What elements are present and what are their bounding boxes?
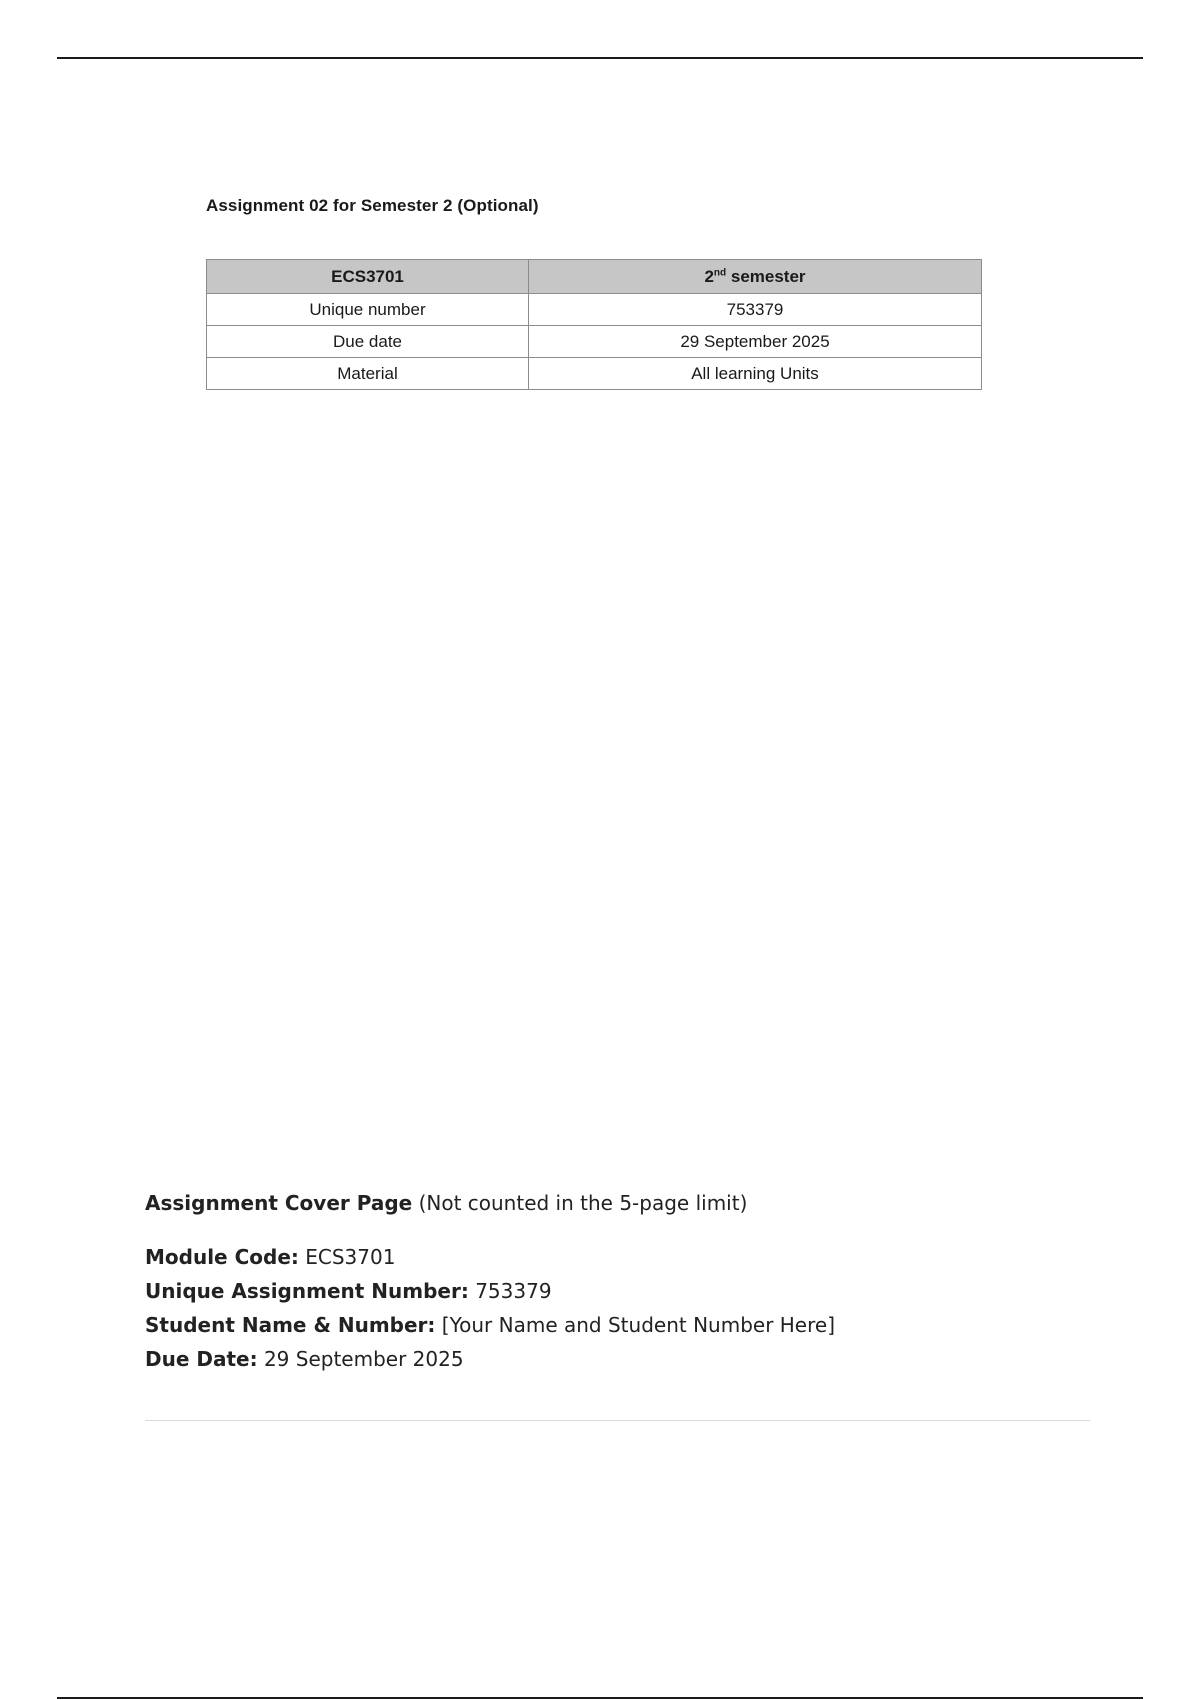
semester-number: 2	[704, 266, 714, 286]
assignment-heading: Assignment 02 for Semester 2 (Optional)	[206, 196, 539, 215]
table-header-row	[207, 260, 982, 294]
table-row	[207, 294, 982, 326]
table-row	[207, 358, 982, 390]
field-label: Due Date:	[145, 1347, 258, 1371]
cover-page-title	[145, 1190, 1090, 1216]
cover-page-section	[145, 1190, 1090, 1376]
due-date-field	[145, 1342, 1090, 1376]
field-value: ECS3701	[298, 1245, 396, 1269]
row-value: 29 September 2025	[529, 326, 982, 358]
field-label: Unique Assignment Number:	[145, 1279, 469, 1303]
cover-title-bold: Assignment Cover Page	[145, 1191, 413, 1215]
field-label: Student Name & Number:	[145, 1313, 436, 1337]
row-label: Unique number	[207, 294, 529, 326]
unique-assignment-number-field	[145, 1274, 1090, 1308]
assignment-info-table	[206, 259, 982, 390]
section-divider	[145, 1420, 1090, 1421]
field-label: Module Code:	[145, 1245, 299, 1269]
page-bottom-rule	[57, 1697, 1143, 1699]
module-code-header: ECS3701	[207, 260, 529, 294]
semester-word: semester	[726, 266, 806, 286]
cover-title-note: (Not counted in the 5-page limit)	[412, 1191, 748, 1215]
table-row	[207, 326, 982, 358]
module-code-field	[145, 1240, 1090, 1274]
row-value: 753379	[529, 294, 982, 326]
row-label: Material	[207, 358, 529, 390]
field-value: 753379	[468, 1279, 552, 1303]
student-name-number-field	[145, 1308, 1090, 1342]
semester-ordinal-suffix: nd	[713, 266, 727, 278]
row-value: All learning Units	[529, 358, 982, 390]
semester-header	[529, 260, 982, 294]
field-value: [Your Name and Student Number Here]	[435, 1313, 836, 1337]
field-value: 29 September 2025	[257, 1347, 464, 1371]
row-label: Due date	[207, 326, 529, 358]
page-top-rule	[57, 57, 1143, 59]
